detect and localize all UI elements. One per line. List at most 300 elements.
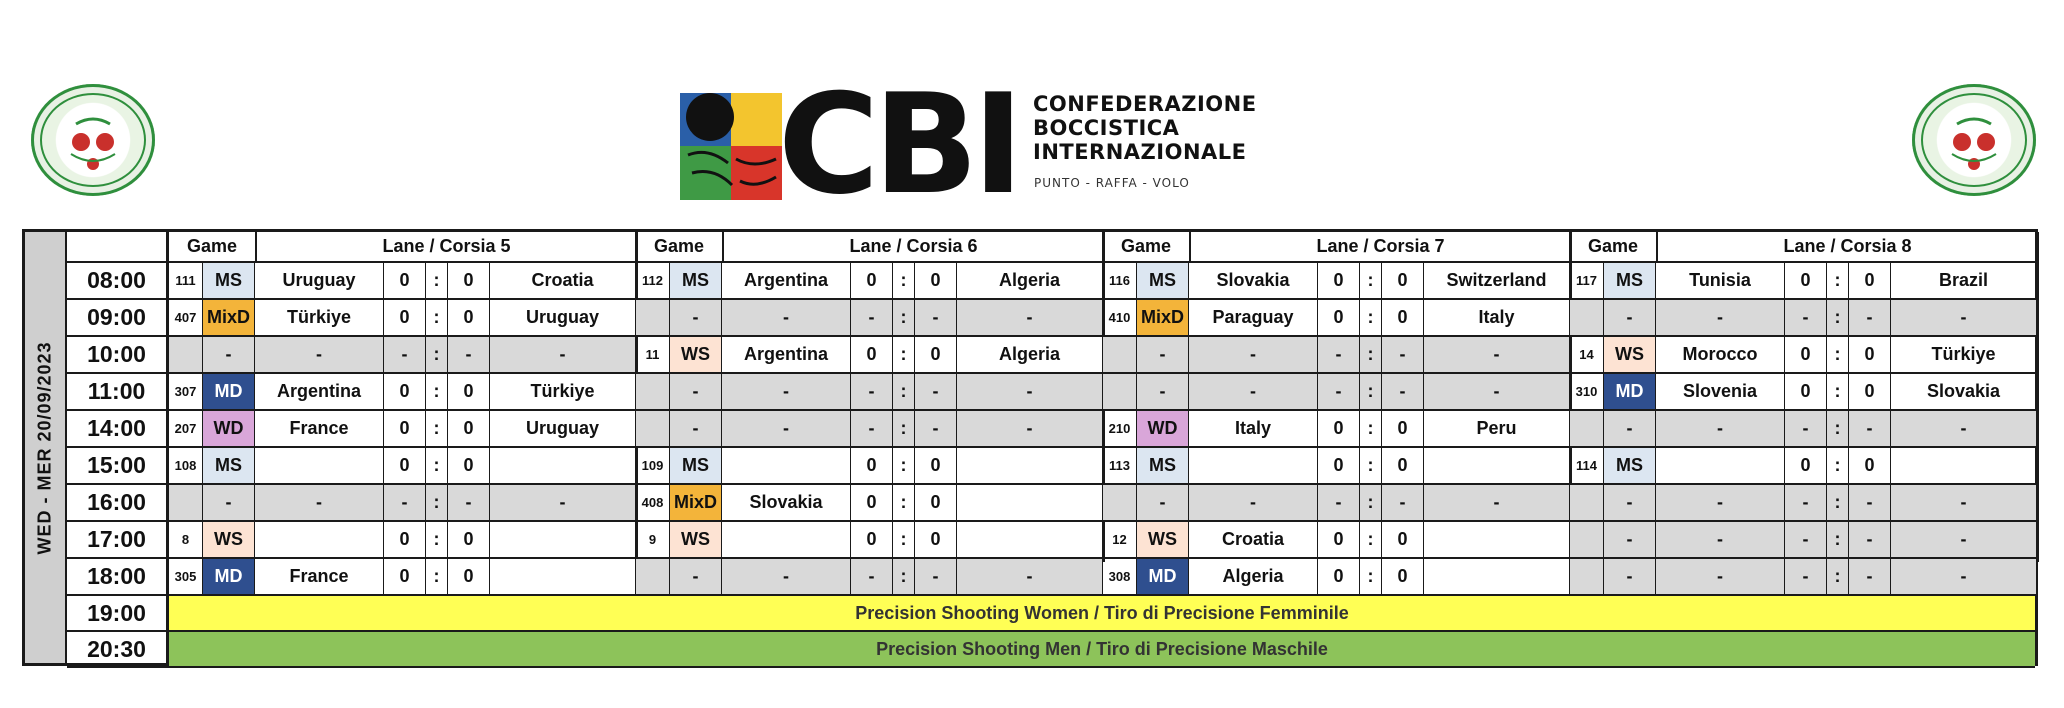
match-row: [1570, 411, 2037, 448]
match-type: MD: [1604, 374, 1656, 409]
score-home: 0: [384, 411, 426, 446]
score-separator: :: [1827, 522, 1849, 557]
score-separator: :: [1827, 374, 1849, 409]
score-away: -: [1382, 374, 1424, 409]
team-home: Morocco: [1656, 337, 1785, 372]
team-home: [722, 448, 851, 483]
team-home: Algeria: [1189, 559, 1318, 594]
score-home: -: [851, 411, 893, 446]
team-home: Paraguay: [1189, 300, 1318, 335]
match-type: -: [203, 485, 255, 520]
game-number: [1103, 337, 1137, 372]
score-separator: :: [893, 411, 915, 446]
lane-block: [169, 232, 636, 586]
federation-seal-logo: [1912, 84, 2036, 196]
time-slot: 11:00: [67, 374, 169, 411]
team-home: Argentina: [255, 374, 384, 409]
match-row: [169, 374, 636, 411]
score-separator: :: [1360, 485, 1382, 520]
game-number: 109: [636, 448, 670, 483]
match-type: -: [1137, 485, 1189, 520]
time-slot: 18:00: [67, 559, 169, 596]
match-type: MS: [670, 263, 722, 298]
game-number: [636, 300, 670, 335]
score-away: 0: [1382, 300, 1424, 335]
match-type: -: [1137, 337, 1189, 372]
team-away: -: [1424, 374, 1570, 409]
team-away: [957, 485, 1103, 520]
match-row: [169, 337, 636, 374]
match-row: [1103, 263, 1570, 300]
team-home: Argentina: [722, 263, 851, 298]
team-away: [490, 559, 636, 594]
score-home: 0: [851, 448, 893, 483]
score-separator: :: [893, 485, 915, 520]
match-row: [1570, 337, 2037, 374]
score-separator: :: [893, 559, 915, 594]
match-type: MS: [1604, 448, 1656, 483]
score-separator: :: [1360, 300, 1382, 335]
team-away: [1424, 559, 1570, 594]
game-number: 108: [169, 448, 203, 483]
team-home: -: [1189, 337, 1318, 372]
score-separator: :: [426, 337, 448, 372]
score-separator: :: [893, 300, 915, 335]
team-away: -: [490, 485, 636, 520]
team-away: -: [1891, 522, 2037, 557]
game-number: 9: [636, 522, 670, 557]
score-home: 0: [851, 485, 893, 520]
game-number: 114: [1570, 448, 1604, 483]
time-slot: 20:30: [67, 632, 169, 668]
score-home: 0: [1785, 337, 1827, 372]
team-home: -: [1656, 300, 1785, 335]
team-away: Türkiye: [1891, 337, 2037, 372]
team-away: Türkiye: [490, 374, 636, 409]
score-home: -: [851, 300, 893, 335]
score-separator: :: [426, 522, 448, 557]
game-number: [169, 485, 203, 520]
score-away: 0: [1382, 559, 1424, 594]
score-home: -: [384, 337, 426, 372]
game-number: [1570, 300, 1604, 335]
match-row: [1103, 485, 1570, 522]
score-separator: :: [1360, 411, 1382, 446]
match-row: [169, 300, 636, 337]
match-row: [1103, 411, 1570, 448]
score-away: 0: [1382, 263, 1424, 298]
team-away: -: [1891, 485, 2037, 520]
team-away: -: [957, 300, 1103, 335]
lane-title: Lane / Corsia 8: [1783, 236, 1912, 256]
match-row: [169, 448, 636, 485]
match-type: WD: [203, 411, 255, 446]
score-separator: :: [1827, 300, 1849, 335]
team-home: -: [1656, 559, 1785, 594]
team-away: [957, 522, 1103, 557]
game-header: Game: [169, 232, 257, 261]
score-away: 0: [915, 448, 957, 483]
team-home: -: [722, 300, 851, 335]
score-away: 0: [448, 448, 490, 483]
team-away: [1424, 522, 1570, 557]
team-home: [722, 522, 851, 557]
score-separator: :: [893, 522, 915, 557]
game-number: 117: [1570, 263, 1604, 298]
game-number: [636, 559, 670, 594]
score-separator: :: [1827, 559, 1849, 594]
time-slot: 16:00: [67, 485, 169, 522]
score-away: 0: [1382, 448, 1424, 483]
game-header: Game: [636, 232, 724, 261]
lane-title: Lane / Corsia 7: [1316, 236, 1445, 256]
team-home: Uruguay: [255, 263, 384, 298]
team-away: Uruguay: [490, 411, 636, 446]
team-away: [490, 522, 636, 557]
match-row: [636, 411, 1103, 448]
score-away: 0: [448, 300, 490, 335]
team-home: Croatia: [1189, 522, 1318, 557]
lane-title: Lane / Corsia 6: [849, 236, 978, 256]
score-home: 0: [851, 263, 893, 298]
score-separator: :: [426, 374, 448, 409]
match-type: WS: [203, 522, 255, 557]
game-number: 305: [169, 559, 203, 594]
score-separator: :: [1827, 337, 1849, 372]
score-home: 0: [851, 522, 893, 557]
lane-block: [636, 232, 1103, 586]
game-number: 11: [636, 337, 670, 372]
score-home: 0: [1318, 300, 1360, 335]
match-type: -: [203, 337, 255, 372]
lane-header: [169, 232, 636, 263]
lane-header: [636, 232, 1103, 263]
match-type: -: [1604, 559, 1656, 594]
team-away: -: [1891, 300, 2037, 335]
match-row: [1103, 522, 1570, 559]
score-home: 0: [384, 374, 426, 409]
match-row: [1570, 374, 2037, 411]
match-row: [169, 522, 636, 559]
team-home: [255, 522, 384, 557]
team-away: Algeria: [957, 263, 1103, 298]
team-home: Slovenia: [1656, 374, 1785, 409]
game-number: [636, 374, 670, 409]
score-home: 0: [384, 522, 426, 557]
score-home: 0: [1318, 522, 1360, 557]
team-home: France: [255, 411, 384, 446]
score-separator: :: [1827, 448, 1849, 483]
score-away: -: [1849, 559, 1891, 594]
time-header: [67, 232, 169, 263]
match-row: [636, 300, 1103, 337]
game-number: [1570, 411, 1604, 446]
score-away: 0: [1849, 448, 1891, 483]
score-home: 0: [1785, 263, 1827, 298]
game-number: 14: [1570, 337, 1604, 372]
match-type: -: [670, 411, 722, 446]
match-row: [1103, 337, 1570, 374]
team-away: Algeria: [957, 337, 1103, 372]
game-number: 308: [1103, 559, 1137, 594]
game-number: 410: [1103, 300, 1137, 335]
organization-tagline: PUNTO - RAFFA - VOLO: [1034, 176, 1190, 190]
score-home: 0: [384, 559, 426, 594]
game-number: 8: [169, 522, 203, 557]
game-number: 12: [1103, 522, 1137, 557]
team-away: [1891, 448, 2037, 483]
team-away: Italy: [1424, 300, 1570, 335]
score-home: 0: [384, 448, 426, 483]
score-away: 0: [448, 374, 490, 409]
match-row: [636, 448, 1103, 485]
score-away: 0: [448, 263, 490, 298]
score-away: 0: [448, 559, 490, 594]
match-row: [636, 374, 1103, 411]
time-slot: 10:00: [67, 337, 169, 374]
team-home: Italy: [1189, 411, 1318, 446]
team-away: [1424, 448, 1570, 483]
game-number: 207: [169, 411, 203, 446]
score-away: -: [1849, 485, 1891, 520]
score-away: 0: [1382, 411, 1424, 446]
match-row: [169, 411, 636, 448]
match-row: [1570, 559, 2037, 596]
lane-block: [1103, 232, 1570, 586]
team-home: -: [255, 337, 384, 372]
score-home: -: [851, 559, 893, 594]
team-home: -: [1189, 485, 1318, 520]
match-row: [1570, 448, 2037, 485]
match-type: MS: [1604, 263, 1656, 298]
match-type: MD: [1137, 559, 1189, 594]
team-home: Tunisia: [1656, 263, 1785, 298]
score-home: -: [1785, 485, 1827, 520]
team-home: Argentina: [722, 337, 851, 372]
match-row: [636, 485, 1103, 522]
match-type: MD: [203, 559, 255, 594]
score-separator: :: [426, 411, 448, 446]
score-away: -: [915, 374, 957, 409]
score-away: 0: [915, 522, 957, 557]
score-separator: :: [893, 263, 915, 298]
team-home: [1189, 448, 1318, 483]
match-type: -: [1137, 374, 1189, 409]
match-type: MS: [203, 263, 255, 298]
score-separator: :: [1360, 559, 1382, 594]
match-type: -: [670, 559, 722, 594]
game-number: 307: [169, 374, 203, 409]
score-away: -: [915, 411, 957, 446]
cbi-logo-mark: [680, 93, 782, 200]
score-away: 0: [915, 337, 957, 372]
game-number: [1570, 559, 1604, 594]
match-type: MixD: [670, 485, 722, 520]
match-row: [1103, 374, 1570, 411]
team-home: Slovakia: [1189, 263, 1318, 298]
score-home: 0: [1785, 448, 1827, 483]
organization-name: CONFEDERAZIONE BOCCISTICA INTERNAZIONALE: [1033, 92, 1257, 164]
team-away: -: [957, 411, 1103, 446]
team-away: Slovakia: [1891, 374, 2037, 409]
match-type: MixD: [1137, 300, 1189, 335]
match-type: -: [670, 300, 722, 335]
match-type: MS: [1137, 448, 1189, 483]
match-type: -: [1604, 411, 1656, 446]
score-separator: :: [426, 485, 448, 520]
score-home: 0: [1318, 263, 1360, 298]
match-row: [1103, 448, 1570, 485]
score-away: 0: [1382, 522, 1424, 557]
score-home: -: [1318, 337, 1360, 372]
team-home: -: [1656, 522, 1785, 557]
team-away: -: [1424, 337, 1570, 372]
game-number: [169, 337, 203, 372]
cbi-logo-wordmark: CBI: [778, 64, 1018, 225]
match-row: [169, 263, 636, 300]
team-home: Slovakia: [722, 485, 851, 520]
team-home: -: [1656, 485, 1785, 520]
team-home: -: [722, 411, 851, 446]
time-slot: 09:00: [67, 300, 169, 337]
federation-seal-logo: [31, 84, 155, 196]
team-away: -: [957, 559, 1103, 594]
score-away: -: [1849, 411, 1891, 446]
time-slot: 19:00: [67, 596, 169, 632]
team-home: [255, 448, 384, 483]
team-home: -: [722, 374, 851, 409]
score-separator: :: [1360, 522, 1382, 557]
score-separator: :: [426, 300, 448, 335]
day-column: [25, 232, 67, 663]
match-row: [636, 263, 1103, 300]
game-number: [1103, 374, 1137, 409]
score-separator: :: [426, 263, 448, 298]
score-separator: :: [1827, 485, 1849, 520]
score-home: -: [384, 485, 426, 520]
match-type: MS: [203, 448, 255, 483]
team-away: [490, 448, 636, 483]
score-away: -: [1382, 337, 1424, 372]
score-away: -: [915, 300, 957, 335]
team-away: -: [1891, 411, 2037, 446]
match-row: [636, 337, 1103, 374]
match-row: [636, 559, 1103, 596]
score-away: -: [1849, 522, 1891, 557]
score-home: 0: [1785, 374, 1827, 409]
game-number: 113: [1103, 448, 1137, 483]
score-separator: :: [1360, 374, 1382, 409]
event-banner: Precision Shooting Men / Tiro di Precisione Maschile: [169, 632, 2035, 668]
team-away: [957, 448, 1103, 483]
score-away: -: [448, 337, 490, 372]
score-home: -: [851, 374, 893, 409]
score-home: 0: [384, 263, 426, 298]
team-home: -: [255, 485, 384, 520]
game-number: 210: [1103, 411, 1137, 446]
game-header: Game: [1103, 232, 1191, 261]
team-away: -: [490, 337, 636, 372]
team-home: -: [1656, 411, 1785, 446]
team-home: Türkiye: [255, 300, 384, 335]
score-separator: :: [1360, 448, 1382, 483]
time-slot: 15:00: [67, 448, 169, 485]
score-home: -: [1318, 374, 1360, 409]
match-type: MS: [670, 448, 722, 483]
match-type: -: [1604, 300, 1656, 335]
match-row: [1570, 263, 2037, 300]
score-away: 0: [1849, 374, 1891, 409]
match-row: [636, 522, 1103, 559]
game-number: 310: [1570, 374, 1604, 409]
match-type: WS: [670, 337, 722, 372]
game-number: [636, 411, 670, 446]
team-away: Uruguay: [490, 300, 636, 335]
game-number: 111: [169, 263, 203, 298]
score-separator: :: [426, 559, 448, 594]
match-row: [1103, 559, 1570, 596]
time-column: [67, 232, 169, 663]
score-home: -: [1785, 300, 1827, 335]
score-home: -: [1785, 559, 1827, 594]
score-separator: :: [1827, 411, 1849, 446]
score-separator: :: [1827, 263, 1849, 298]
game-number: 116: [1103, 263, 1137, 298]
score-home: 0: [1318, 448, 1360, 483]
score-separator: :: [893, 374, 915, 409]
match-type: WS: [670, 522, 722, 557]
game-number: [1103, 485, 1137, 520]
team-away: -: [957, 374, 1103, 409]
match-type: MixD: [203, 300, 255, 335]
team-away: -: [1424, 485, 1570, 520]
match-row: [169, 485, 636, 522]
time-slot: 14:00: [67, 411, 169, 448]
event-banner: Precision Shooting Women / Tiro di Precisione Femminile: [169, 596, 2035, 632]
game-number: [1570, 522, 1604, 557]
schedule-table: [22, 229, 2038, 666]
match-type: WD: [1137, 411, 1189, 446]
score-separator: :: [1360, 263, 1382, 298]
score-separator: :: [426, 448, 448, 483]
score-away: 0: [1849, 263, 1891, 298]
team-home: France: [255, 559, 384, 594]
match-type: -: [1604, 485, 1656, 520]
time-slot: 08:00: [67, 263, 169, 300]
score-home: 0: [384, 300, 426, 335]
match-row: [1570, 485, 2037, 522]
team-away: Brazil: [1891, 263, 2037, 298]
score-away: -: [448, 485, 490, 520]
time-slot: 17:00: [67, 522, 169, 559]
score-away: 0: [915, 263, 957, 298]
score-home: 0: [851, 337, 893, 372]
game-number: 407: [169, 300, 203, 335]
score-away: 0: [448, 522, 490, 557]
score-away: 0: [915, 485, 957, 520]
team-away: Switzerland: [1424, 263, 1570, 298]
score-home: -: [1785, 522, 1827, 557]
score-away: -: [1849, 300, 1891, 335]
match-row: [1570, 300, 2037, 337]
team-home: -: [1189, 374, 1318, 409]
match-type: -: [670, 374, 722, 409]
score-away: -: [915, 559, 957, 594]
score-separator: :: [1360, 337, 1382, 372]
score-home: -: [1785, 411, 1827, 446]
team-home: -: [722, 559, 851, 594]
match-row: [169, 559, 636, 596]
